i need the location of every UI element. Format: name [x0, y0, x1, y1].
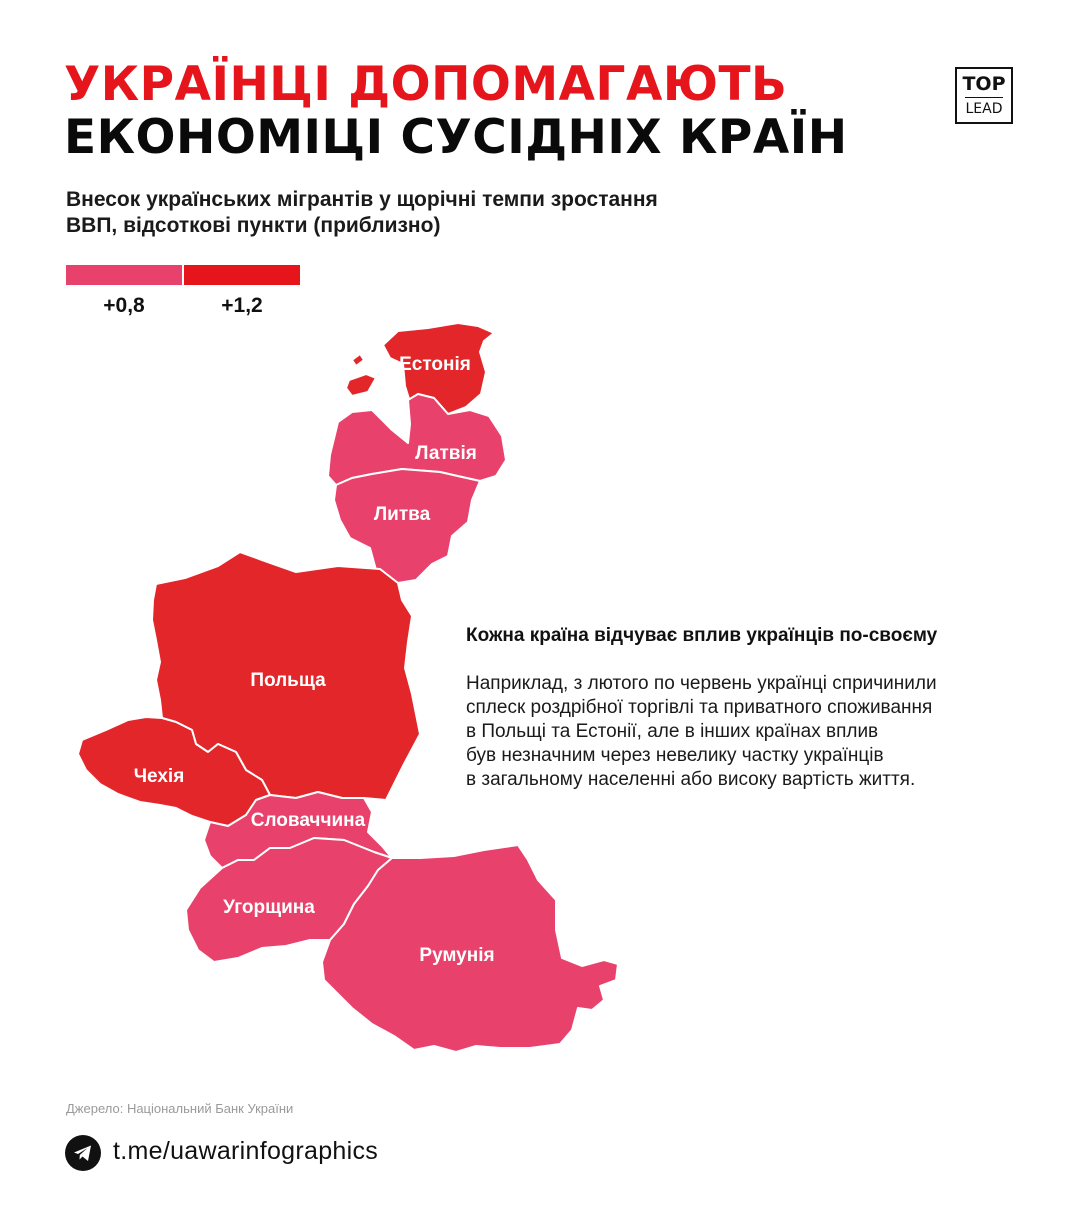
logo-bottom-text: LEAD	[965, 101, 1003, 117]
legend-swatch-high	[184, 265, 300, 285]
info-line: в Польщі та Естонії, але в інших країнах вплив	[466, 721, 879, 742]
legend-label-low: +0,8	[103, 294, 145, 317]
info-heading: Кожна країна відчуває вплив українців по-своєму	[466, 625, 938, 646]
page-title	[64, 58, 848, 164]
label-slovakia: Словаччина	[250, 810, 366, 831]
info-line: сплеск роздрібної торгівлі та приватного споживання	[466, 697, 933, 718]
title-line-2: ЕКОНОМІЦІ СУСІДНІХ КРАЇН	[64, 110, 848, 165]
label-poland: Польща	[250, 670, 326, 691]
subtitle	[66, 187, 826, 239]
telegram-icon[interactable]	[65, 1135, 101, 1171]
legend-label-high: +1,2	[221, 294, 263, 317]
logo-divider	[965, 97, 1003, 98]
subtitle-line-2: ВВП, відсоткові пункти (приблизно)	[66, 214, 441, 237]
subtitle-line-1: Внесок українських мігрантів у щорічні темпи зростання	[66, 188, 658, 211]
label-estonia: Естонія	[399, 354, 471, 375]
label-latvia: Латвія	[415, 443, 477, 464]
logo-top-text: TOP	[962, 73, 1006, 95]
info-line: був незначним через невелику частку українців	[466, 745, 884, 766]
source-note: Джерело: Національний Банк України	[66, 1101, 294, 1116]
info-body	[466, 672, 1056, 792]
label-hungary: Угорщина	[223, 897, 315, 918]
legend-swatch-low	[66, 265, 182, 285]
info-line: Наприклад, з лютого по червень українці спричинили	[466, 673, 937, 694]
telegram-link[interactable]: t.me/uawarinfographics	[113, 1137, 379, 1165]
top-lead-logo	[955, 67, 1013, 124]
info-line: в загальному населенні або високу вартість життя.	[466, 769, 916, 790]
country-lithuania[interactable]	[334, 469, 480, 583]
title-line-1: УКРАЇНЦІ ДОПОМАГАЮТЬ	[64, 57, 788, 112]
label-czechia: Чехія	[133, 766, 185, 787]
label-lithuania: Литва	[373, 504, 431, 525]
info-block	[466, 624, 1056, 792]
label-romania: Румунія	[419, 945, 495, 966]
